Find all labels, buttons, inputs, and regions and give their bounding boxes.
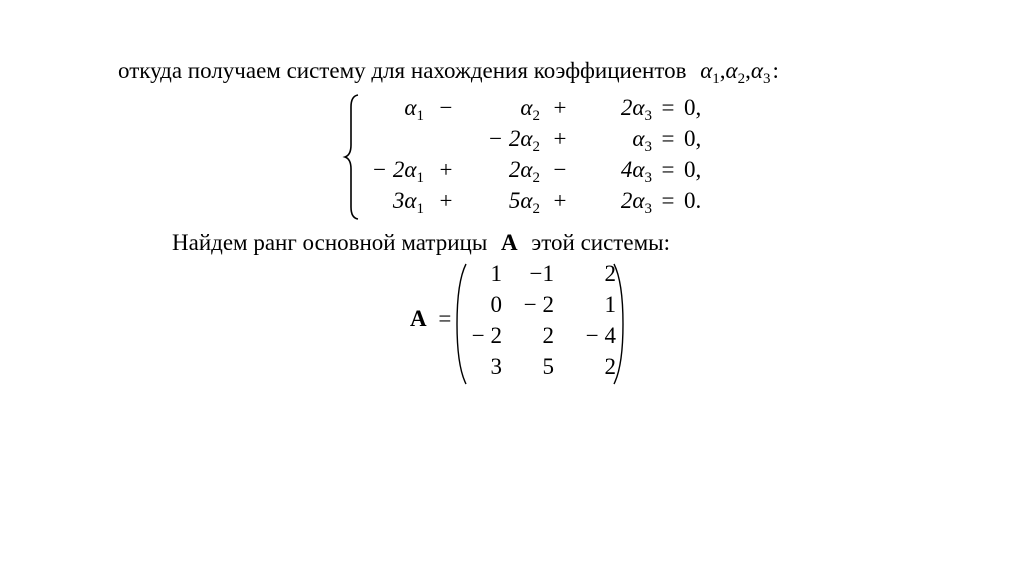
equation-operator: − bbox=[439, 95, 453, 120]
equation-row bbox=[362, 185, 744, 216]
equation-rhs: 0, bbox=[684, 95, 702, 120]
matrix-cell: 0 bbox=[490, 292, 502, 317]
equation-term: $2\alpha_3$ bbox=[620, 188, 652, 217]
matrix-cell: − 4 bbox=[585, 323, 616, 348]
intro-line bbox=[118, 58, 779, 87]
equation-term: $2\alpha_2$ bbox=[508, 157, 540, 186]
equation-operator bbox=[424, 123, 468, 154]
equation-operator: − bbox=[553, 157, 567, 182]
equation-operator: = bbox=[661, 126, 675, 151]
equation-row bbox=[362, 92, 744, 123]
equation-term: $4\alpha_3$ bbox=[620, 157, 652, 186]
equation-operator: = bbox=[661, 95, 675, 120]
equation-row bbox=[362, 123, 744, 154]
coefficients-list: $\alpha_1,\alpha_2,\alpha_3$: bbox=[700, 58, 779, 87]
equation-rhs: 0. bbox=[684, 188, 702, 213]
matrix-cell: 2 bbox=[604, 261, 616, 286]
matrix-cell: 2 bbox=[542, 323, 554, 348]
matrix-row bbox=[462, 320, 616, 351]
equation-row bbox=[362, 154, 744, 185]
equation-term: $\alpha_2$ bbox=[520, 95, 540, 124]
matrix-cell: 3 bbox=[490, 354, 502, 379]
equation-term: $5\alpha_2$ bbox=[508, 188, 540, 217]
matrix-cell: −1 bbox=[529, 261, 554, 286]
equation-term: − $2\alpha_1$ bbox=[371, 157, 424, 186]
equation-term: $3\alpha_1$ bbox=[392, 188, 424, 217]
equation-operator: + bbox=[553, 126, 567, 151]
equation-operator: = bbox=[661, 188, 675, 213]
equation-operator: + bbox=[553, 95, 567, 120]
matrix-cell: 1 bbox=[604, 292, 616, 317]
matrix-label: A = bbox=[410, 306, 452, 331]
matrix-A bbox=[462, 258, 616, 382]
equation-term: $2\alpha_3$ bbox=[620, 95, 652, 124]
equation-operator: + bbox=[439, 188, 453, 213]
equation-operator: + bbox=[553, 188, 567, 213]
matrix-row bbox=[462, 289, 616, 320]
matrix-cell: 1 bbox=[490, 261, 502, 286]
equation-term bbox=[362, 123, 424, 154]
equation-system bbox=[342, 92, 744, 216]
matrix-row bbox=[462, 351, 616, 382]
rank-sentence: Найдем ранг основной матрицы A этой системы: bbox=[172, 230, 670, 255]
equation-term: $\alpha_1$ bbox=[404, 95, 424, 124]
matrix-cell: − 2 bbox=[523, 292, 554, 317]
matrix-cell: 2 bbox=[604, 354, 616, 379]
equation-operator: + bbox=[439, 157, 453, 182]
matrix-row bbox=[462, 258, 616, 289]
matrix-cell: 5 bbox=[542, 354, 554, 379]
equation-rhs: 0, bbox=[684, 157, 702, 182]
equation-rhs: 0, bbox=[684, 126, 702, 151]
matrix-name: A bbox=[501, 230, 518, 255]
equation-term: − $2\alpha_2$ bbox=[487, 126, 540, 155]
equation-operator: = bbox=[661, 157, 675, 182]
equation-term: $\alpha_3$ bbox=[632, 126, 652, 155]
matrix-cell: − 2 bbox=[471, 323, 502, 348]
intro-text: откуда получаем систему для нахождения коэффициентов bbox=[118, 58, 687, 83]
